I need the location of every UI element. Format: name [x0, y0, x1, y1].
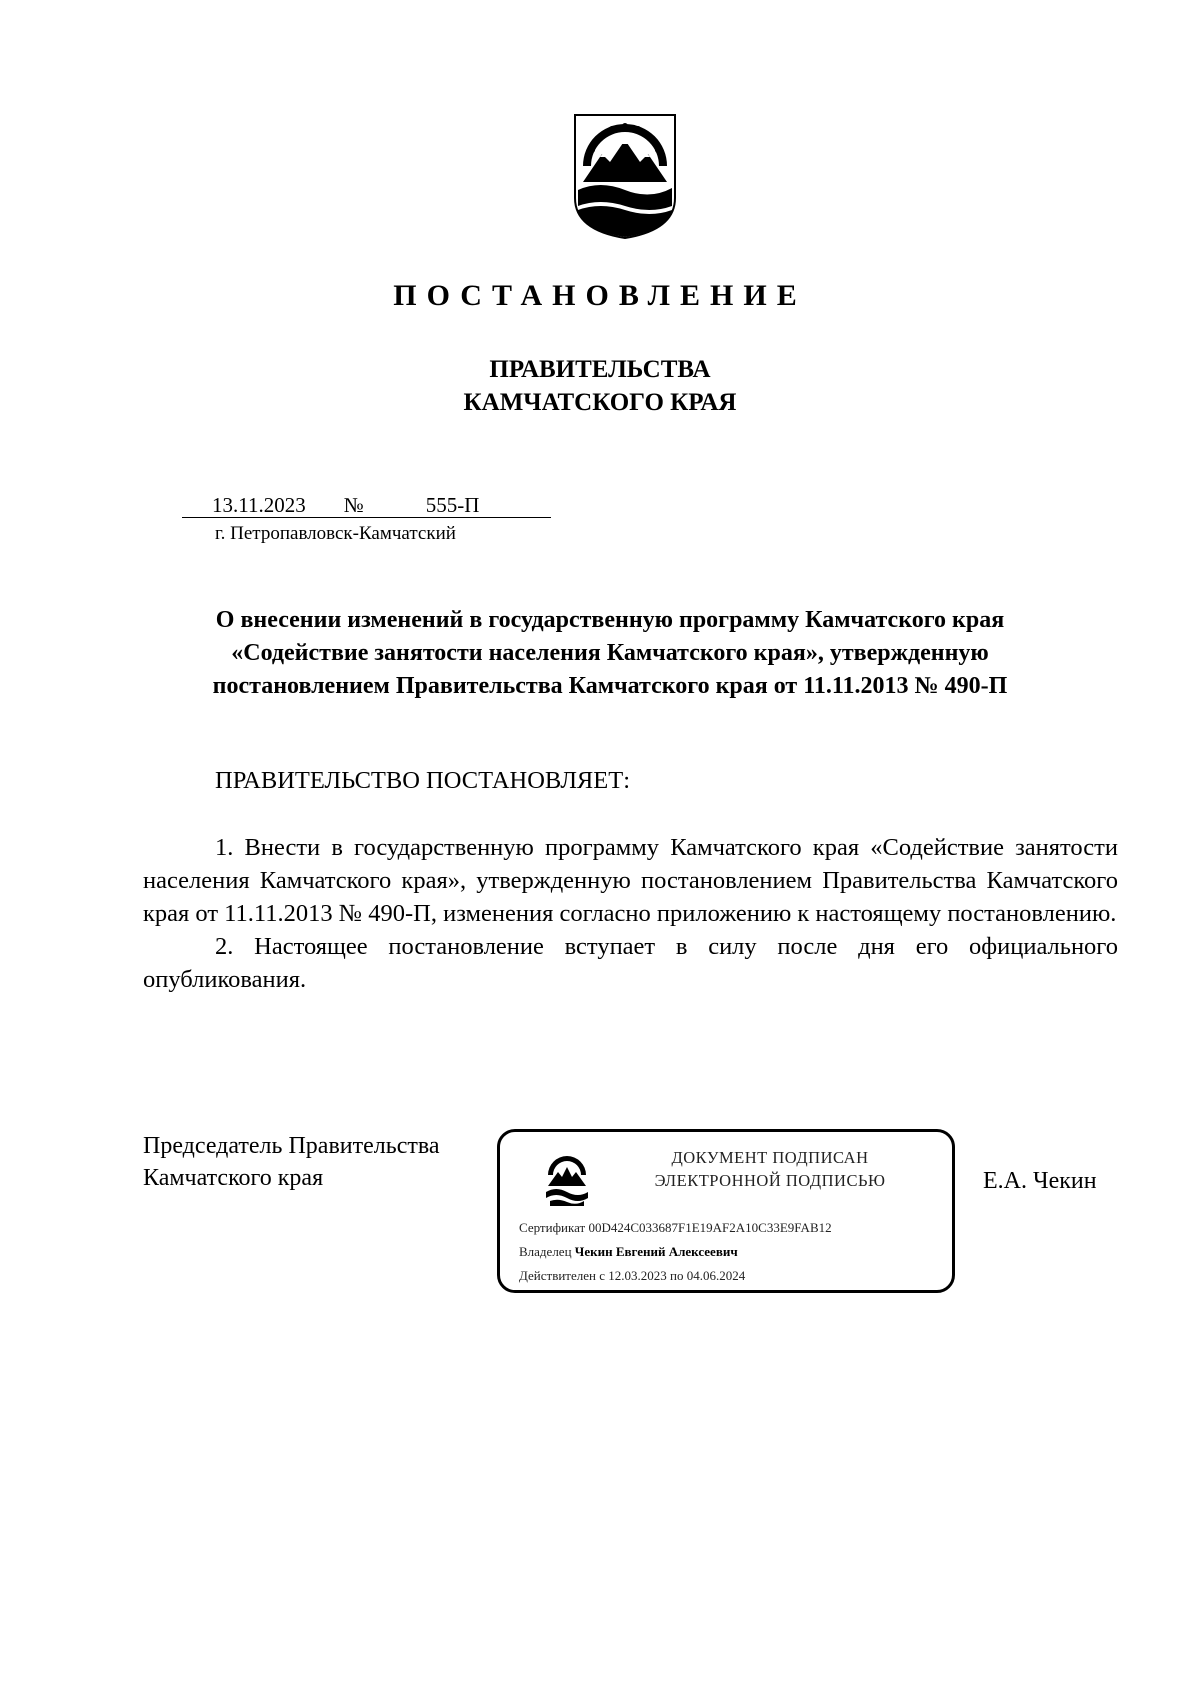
organization-line-1: ПРАВИТЕЛЬСТВА — [489, 356, 711, 383]
document-title — [150, 604, 1070, 703]
signer-position-line-1: Председатель Правительства — [143, 1133, 440, 1159]
electronic-signature-stamp — [497, 1129, 955, 1293]
valid-from: 12.03.2023 — [608, 1268, 667, 1283]
signer-name: Е.А. Чекин — [983, 1168, 1097, 1194]
stamp-owner — [519, 1243, 738, 1261]
stamp-header-line-2: ЭЛЕКТРОННОЙ ПОДПИСЬЮ — [654, 1171, 886, 1190]
coat-of-arms-icon — [570, 110, 680, 240]
paragraph-2: 2. Настоящее постановление вступает в силу после дня его официального опубликования. — [143, 933, 1118, 993]
city-name: г. Петропавловск-Камчатский — [215, 523, 456, 544]
number-sign: № — [343, 493, 364, 517]
date-number-line — [182, 492, 551, 518]
document-type-heading: ПОСТАНОВЛЕНИЕ — [393, 279, 807, 312]
stamp-validity — [519, 1267, 745, 1285]
title-line-1: О внесении изменений в государственную программу Камчатского края — [215, 607, 1005, 633]
valid-label: Действителен с — [519, 1268, 605, 1283]
certificate-value: 00D424C033687F1E19AF2A10C33E9FAB12 — [588, 1220, 832, 1235]
decree-statement: ПРАВИТЕЛЬСТВО ПОСТАНОВЛЯЕТ: — [215, 767, 631, 794]
paragraph-1: 1. Внести в государственную программу Камчатского края «Содействие занятости населения Камчатского края», утвержденную постановлением Правительства Камчатского края от 11.11.2013 № 490-П, изменения согласно приложению к настоящему постановлению. — [143, 834, 1118, 927]
signer-position-line-2: Камчатского края — [143, 1165, 324, 1191]
signer-position — [143, 1130, 440, 1194]
title-line-2: «Содействие занятости населения Камчатского края», утвержденную — [231, 640, 989, 666]
title-line-3: постановлением Правительства Камчатского края от 11.11.2013 № 490-П — [212, 673, 1008, 699]
valid-to: 04.06.2024 — [686, 1268, 746, 1283]
valid-to-label: по — [670, 1268, 684, 1283]
document-number: 555-П — [425, 493, 480, 517]
stamp-header — [610, 1146, 930, 1192]
owner-label: Владелец — [519, 1244, 572, 1259]
stamp-coat-of-arms-icon — [544, 1152, 590, 1210]
organization-heading — [0, 353, 1200, 419]
owner-value: Чекин Евгений Алексеевич — [574, 1244, 738, 1259]
certificate-label: Сертификат — [519, 1220, 586, 1235]
stamp-header-line-1: ДОКУМЕНТ ПОДПИСАН — [671, 1148, 869, 1167]
organization-line-2: КАМЧАТСКОГО КРАЯ — [463, 389, 737, 416]
document-body — [143, 831, 1118, 996]
stamp-certificate — [519, 1219, 832, 1237]
document-date: 13.11.2023 — [212, 493, 306, 517]
